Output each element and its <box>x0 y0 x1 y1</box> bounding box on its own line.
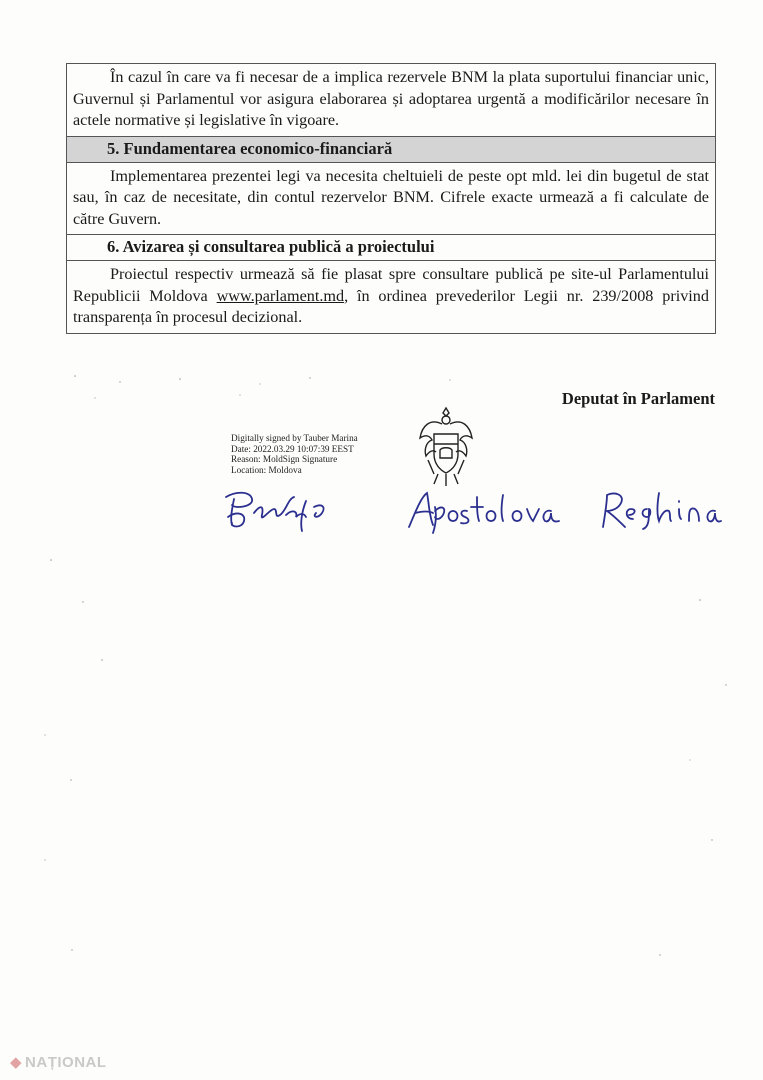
national-watermark <box>10 1053 107 1071</box>
watermark-text: NAȚIONAL <box>25 1054 107 1071</box>
signature-date-line: Date: 2022.03.29 10:07:39 EEST <box>231 443 354 454</box>
signature-location-line: Location: Moldova <box>231 464 302 475</box>
parlament-link[interactable]: www.parlament.md <box>216 286 345 305</box>
section-6-body <box>67 261 715 334</box>
section-5-title: 5. Fundamentarea economico-financiară <box>67 137 715 162</box>
handwritten-name-reghina <box>597 487 722 535</box>
digital-signature-stamp <box>231 433 358 475</box>
signature-reason-line: Reason: MoldSign Signature <box>231 454 338 465</box>
signed-by-line: Digitally signed by Tauber Marina <box>231 433 358 443</box>
paragraph-bnm-reserves <box>67 64 715 136</box>
paragraph-consultation <box>67 261 715 333</box>
paragraph-text: Implementarea prezentei legi va necesita cheltuieli de peste opt mld. lei din bugetul de stat sau, în caz de necesitate, din contul rezervelor BNM. Cifrele exacte urmează a fi calculate de către Guvern. <box>73 166 709 228</box>
handwritten-signature-apostolova <box>405 487 570 535</box>
signatory-title: Deputat în Parlament <box>561 389 715 408</box>
section-6-header <box>67 235 715 261</box>
paragraph-text: Proiectul respectiv urmează să fie plasat spre consultare publică pe site-ul Parlamentului Republicii Moldova <box>73 265 709 305</box>
section-5-header <box>67 137 715 163</box>
section-4-body <box>67 64 715 137</box>
paragraph-text: În cazul în care va fi necesar de a implica rezervele BNM la plata suportului financiar unic, Guvernul și Parlamentul vor asigura elaborarea și adoptarea urgentă a modificărilor necesare în actele normative și legislative în vigoare. <box>73 68 709 129</box>
handwritten-signature-tauber <box>222 487 362 535</box>
document-table <box>66 63 716 334</box>
moldova-coat-of-arms-icon <box>416 404 476 490</box>
paragraph-text-end: , în ordinea prevederilor Legii nr. 239/2008 privind transparența în procesul decizional. <box>73 286 709 326</box>
section-5-body <box>67 163 715 236</box>
section-6-title: 6. Avizarea și consultarea publică a proiectului <box>107 237 435 256</box>
paragraph-costs <box>67 163 715 235</box>
watermark-logo-icon: ◆ <box>10 1054 23 1071</box>
